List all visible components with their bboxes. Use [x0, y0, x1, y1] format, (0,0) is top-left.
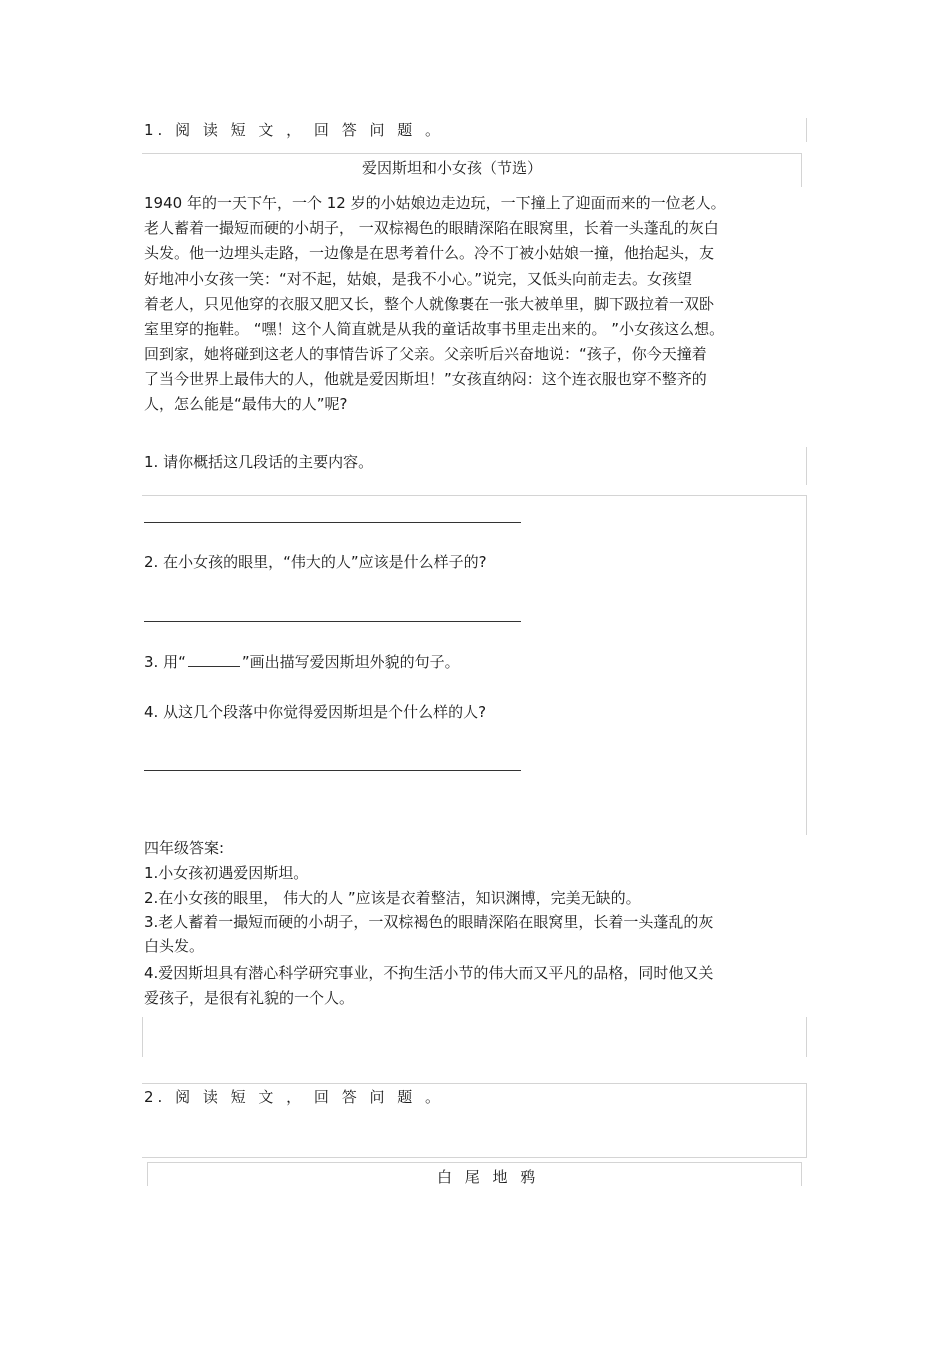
- border: [142, 495, 807, 496]
- passage-line: 头发。他一边埋头走路，一边像是在思考着什么。冷不丁被小姑娘一撞，他抬起头，友: [144, 244, 715, 262]
- section-heading: 2. 阅 读 短 文 ， 回 答 问 题 。: [144, 1088, 444, 1106]
- border: [142, 1083, 807, 1084]
- passage-line: 了当今世界上最伟大的人，他就是爱因斯坦！”女孩直纳闷：这个连衣服也穿不整齐的: [144, 370, 707, 388]
- passage-line: 老人蓄着一撮短而硬的小胡子， 一双棕褐色的眼睛深陷在眼窝里，长着一头蓬乱的灰白: [144, 219, 719, 237]
- question-3-prefix: 3. 用“: [144, 653, 186, 671]
- answer-item: 爱孩子，是很有礼貌的一个人。: [144, 989, 355, 1007]
- answer-item: 2.在小女孩的眼里， 伟大的人 ”应该是衣着整洁，知识渊博，完美无缺的。: [144, 889, 641, 907]
- border: [801, 153, 802, 187]
- answers-heading: 四年级答案:: [144, 839, 225, 857]
- passage-title: 爱因斯坦和小女孩（节选）: [362, 159, 543, 177]
- passage-line: 1940 年的一天下午，一个 12 岁的小姑娘边走边玩，一下撞上了迎面而来的一位老人。: [144, 194, 726, 212]
- passage-line: 人，怎么能是“最伟大的人”呢?: [144, 395, 348, 413]
- border: [147, 1162, 802, 1163]
- answer-line: [144, 621, 521, 622]
- border: [806, 495, 807, 835]
- question-3: [144, 652, 460, 672]
- answer-line: [144, 522, 521, 523]
- border: [806, 118, 807, 142]
- passage-line: 室里穿的拖鞋。 “嘿！这个人简直就是从我的童话故事书里走出来的。 ”小女孩这么想。: [144, 320, 725, 338]
- passage-line: 好地冲小女孩一笑：“对不起，姑娘，是我不小心。”说完，又低头向前走去。女孩望: [144, 270, 693, 288]
- border: [142, 1017, 143, 1057]
- border: [806, 447, 807, 485]
- question-4: 4. 从这几个段落中你觉得爱因斯坦是个什么样的人?: [144, 703, 487, 721]
- question-2: 2. 在小女孩的眼里，“伟大的人”应该是什么样子的?: [144, 553, 487, 571]
- answer-line: [144, 770, 521, 771]
- border: [142, 1157, 807, 1158]
- answer-item: 3.老人蓄着一撮短而硬的小胡子，一双棕褐色的眼睛深陷在眼窝里，长着一头蓬乱的灰: [144, 913, 714, 931]
- border: [142, 153, 802, 154]
- border: [147, 1162, 148, 1186]
- question-3-suffix: ”画出描写爱因斯坦外貌的句子。: [241, 653, 460, 671]
- border: [801, 1162, 802, 1186]
- answer-item: 1.小女孩初遇爱因斯坦。: [144, 864, 309, 882]
- passage-line: 回到家，她将碰到这老人的事情告诉了父亲。父亲听后兴奋地说：“孩子，你今天撞着: [144, 345, 707, 363]
- question-1: 1. 请你概括这几段话的主要内容。: [144, 453, 374, 471]
- underline-sample: [188, 652, 240, 667]
- border: [806, 1083, 807, 1157]
- passage-line: 着老人，只见他穿的衣服又肥又长，整个人就像裹在一张大被单里，脚下趿拉着一双卧: [144, 295, 715, 313]
- answer-item: 白头发。: [144, 937, 205, 955]
- passage-title: 白 尾 地 鸦: [437, 1168, 540, 1186]
- section-heading: 1. 阅 读 短 文 ， 回 答 问 题 。: [144, 121, 444, 139]
- answer-item: 4.爱因斯坦具有潜心科学研究事业，不拘生活小节的伟大而又平凡的品格，同时他又关: [144, 964, 714, 982]
- border: [806, 1017, 807, 1057]
